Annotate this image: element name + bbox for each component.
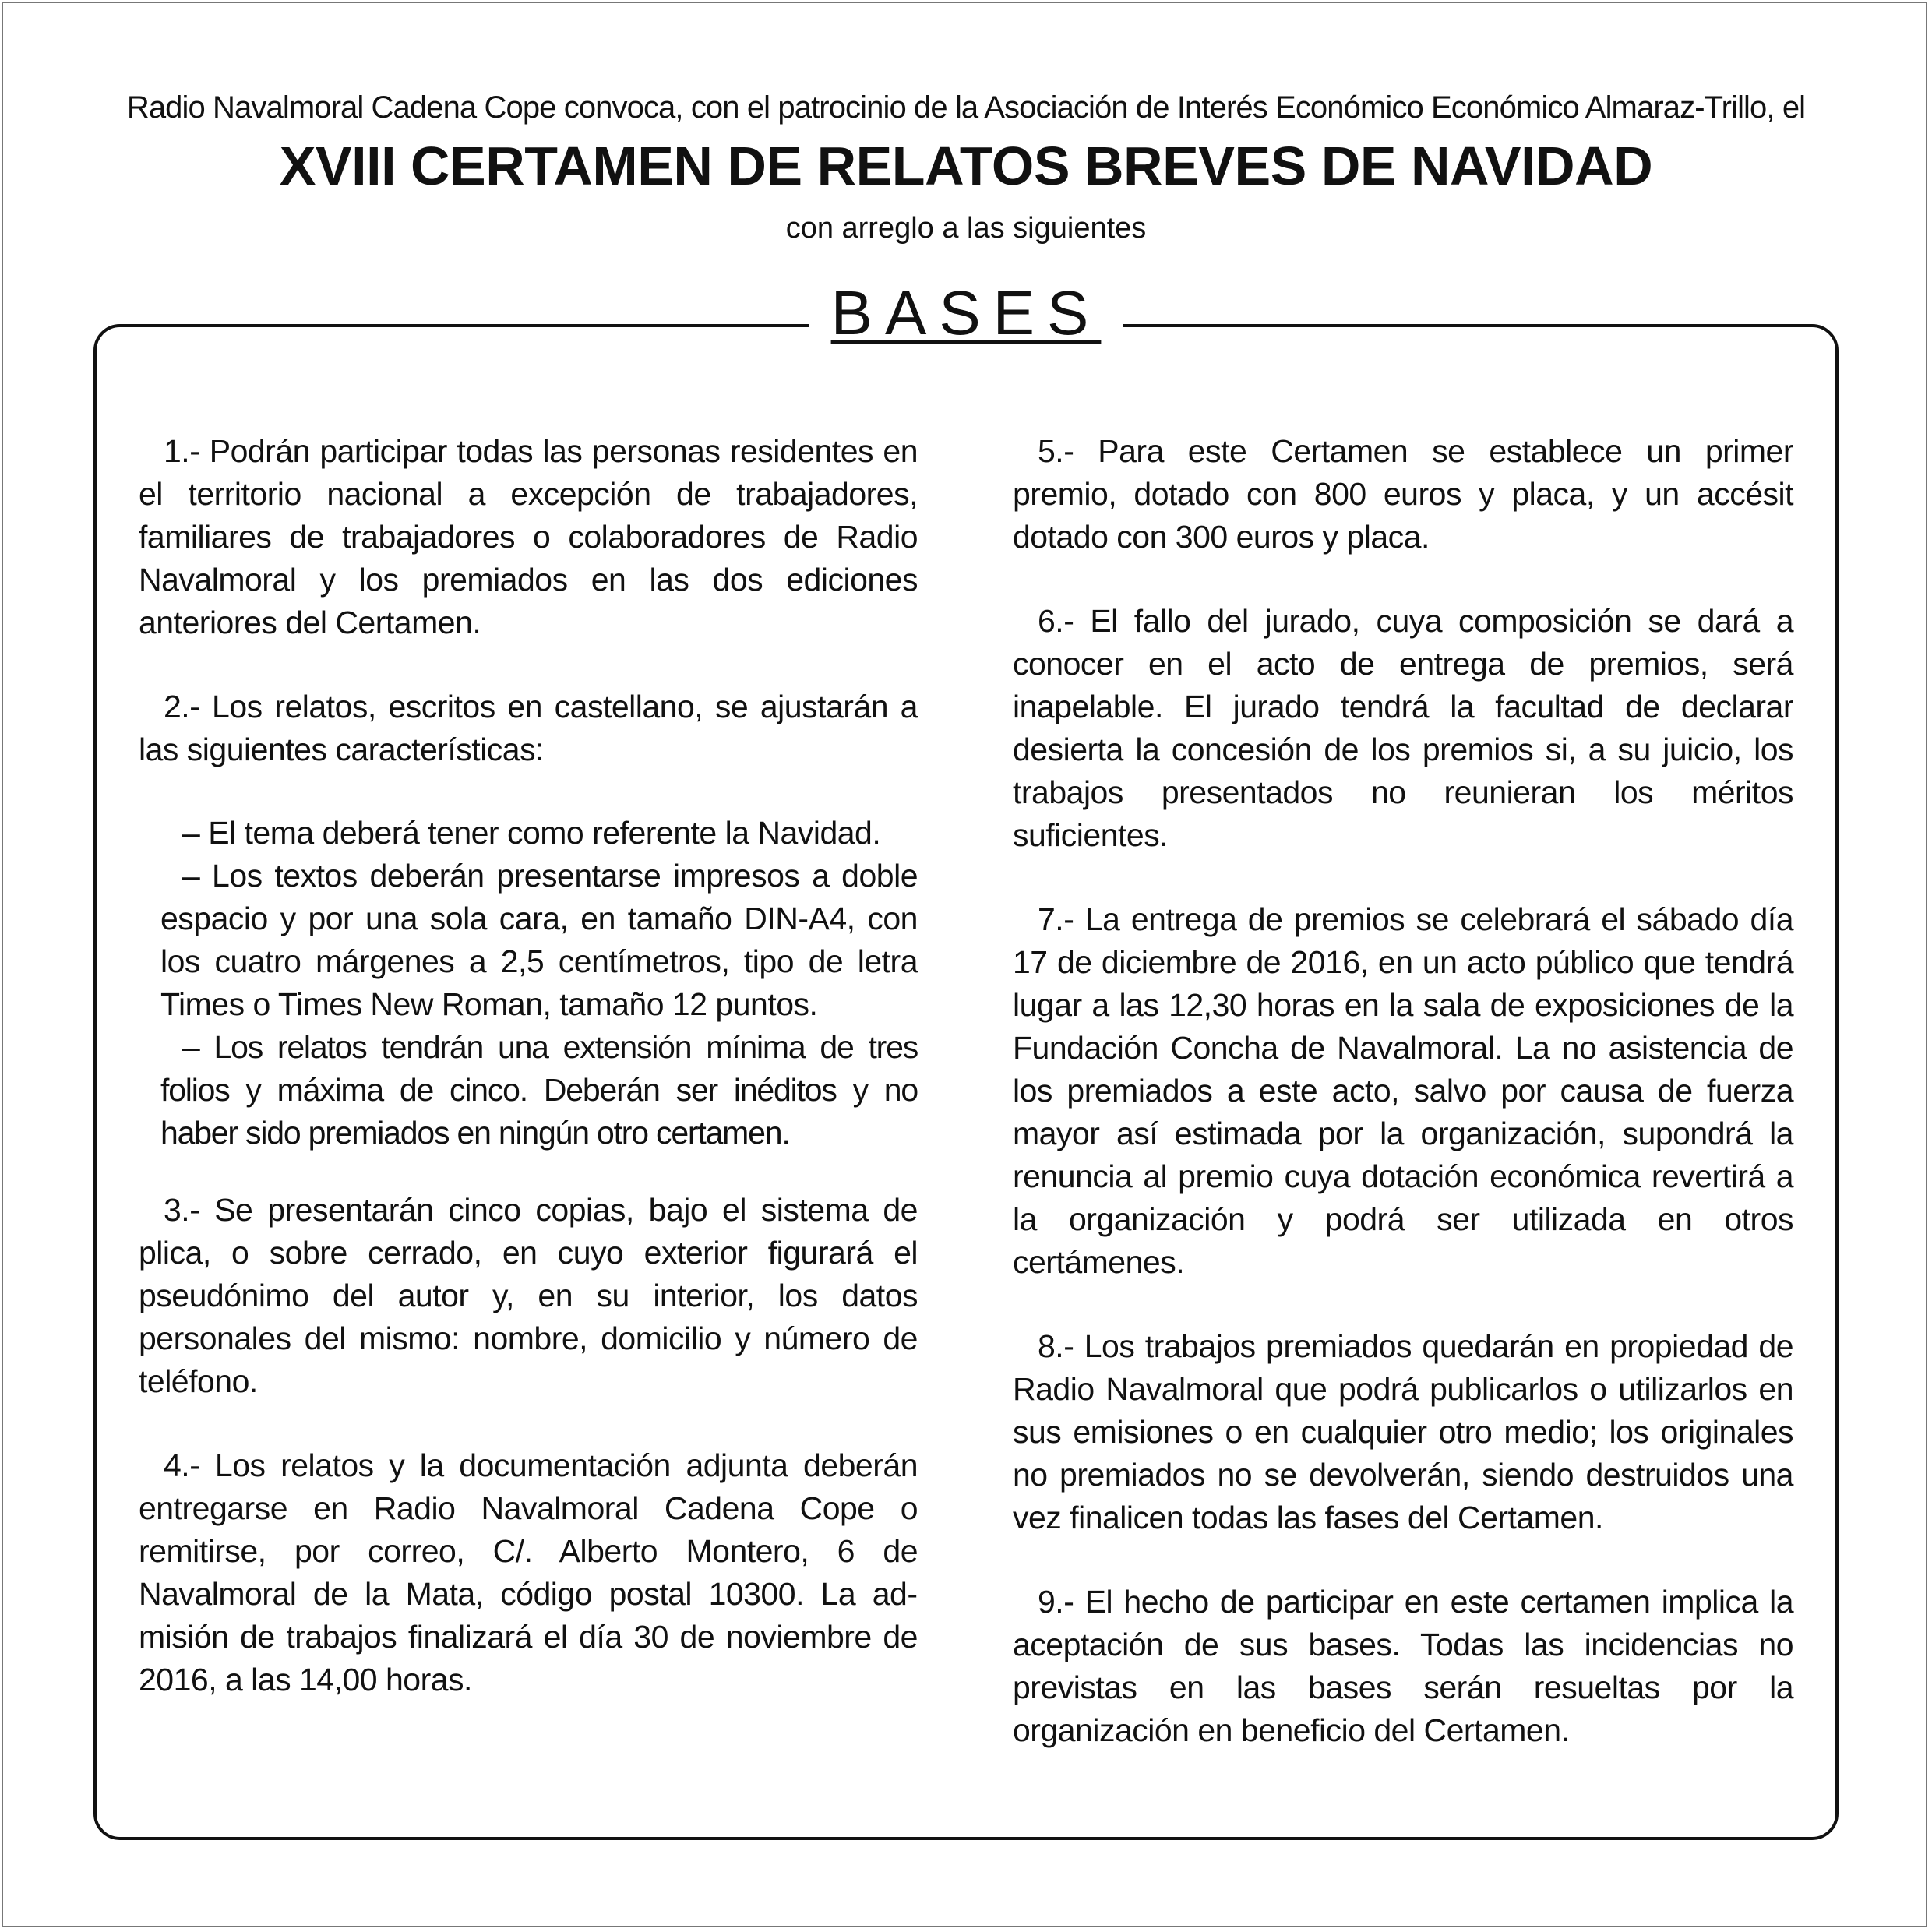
list-item: – El tema deberá tener como referente la Navidad. <box>182 815 881 851</box>
base-5: 5.- Para este Certamen se establece un primer premio, dotado con 800 euros y placa, y un accésit dotado con 300 euros y placa. <box>1013 433 1793 555</box>
base-6: 6.- El fallo del jurado, cuya composición se dará a conocer en el acto de entrega de premios, será inapelable. El jurado tendrá la facultad de declarar desierta la concesión de los premios si, a su juicio, los trabajos presentados no reunieran los méritos suficientes. <box>1013 603 1793 853</box>
base-2-list <box>139 812 918 1155</box>
base-7: 7.- La entrega de premios se celebrará el sábado día 17 de diciembre de 2016, en un acto público que tendrá lugar a las 12,30 horas en la sala de exposiciones de la Fundación Concha de Navalmoral. La no asistencia de los premiados a este acto, salvo por causa de fuerza mayor así estimada por la organización, supondrá la renuncia al premio cuya dotación económica revertirá a la organización y podrá ser utilizada en otros certámenes. <box>1013 901 1793 1280</box>
base-3: 3.- Se presentarán cinco copias, bajo el sistema de plica, o sobre cerrado, en cuyo exterior figurará el pseudónimo del autor y, en su interior, los datos personales del mismo: nombre, domicilio y número de teléfono. <box>139 1192 918 1399</box>
bases-heading: BASES <box>809 274 1123 352</box>
base-9: 9.- El hecho de participar en este certamen implica la aceptación de sus bases. Todas las incidencias no previstas en las bases serán resueltas por la organización en beneficio del Certamen. <box>1013 1584 1793 1748</box>
right-column <box>1013 430 1793 1752</box>
base-2: 2.- Los relatos, escritos en castellano, se ajustarán a las siguientes características: <box>139 689 918 767</box>
base-1: 1.- Podrán participar todas las personas residentes en el territorio nacional a excepción de trabajadores, familiares de trabajadores o colaboradores de Radio Navalmoral y los premiados en las dos ediciones anteriores del Certamen. <box>139 433 918 640</box>
page-title: XVIII CERTAMEN DE RELATOS BREVES DE NAVIDAD <box>279 136 1653 196</box>
left-column <box>139 430 918 1701</box>
bases-heading-wrap <box>0 274 1932 352</box>
base-8: 8.- Los trabajos premiados quedarán en propiedad de Radio Navalmoral que podrá publicarlos o utilizarlos en sus emisiones o en cualquier otro medio; los originales no premiados no se devolverán, siendo destruidos una vez finalicen todas las fases del Certamen. <box>1013 1328 1793 1535</box>
subtitle: con arreglo a las siguientes <box>785 212 1147 245</box>
list-item: – Los relatos tendrán una extensión mínima de tres folios y máxima de cinco. Deberán ser inéditos y no haber sido premiados en ningún otro certamen. <box>160 1029 918 1151</box>
intro-text: Radio Navalmoral Cadena Cope convoca, con el patrocinio de la Asociación de Interés Económico Económico Almaraz-Trillo, el <box>126 90 1806 125</box>
base-4: 4.- Los relatos y la documentación adjunta deberán entregarse en Radio Navalmoral Cadena Cope o remitirse, por correo, C/. Alberto Montero, 6 de Navalmoral de la Mata, código postal 10300. La admisión de trabajos finalizará el día 30 de noviembre de 2016, a las 14,00 horas. <box>139 1447 918 1698</box>
list-item: – Los textos deberán presentarse impresos a doble espacio y por una sola cara, en tamaño DIN-A4, con los cuatro márgenes a 2,5 centímetros, tipo de letra Times o Times New Roman, tamaño 12 puntos. <box>160 858 918 1022</box>
